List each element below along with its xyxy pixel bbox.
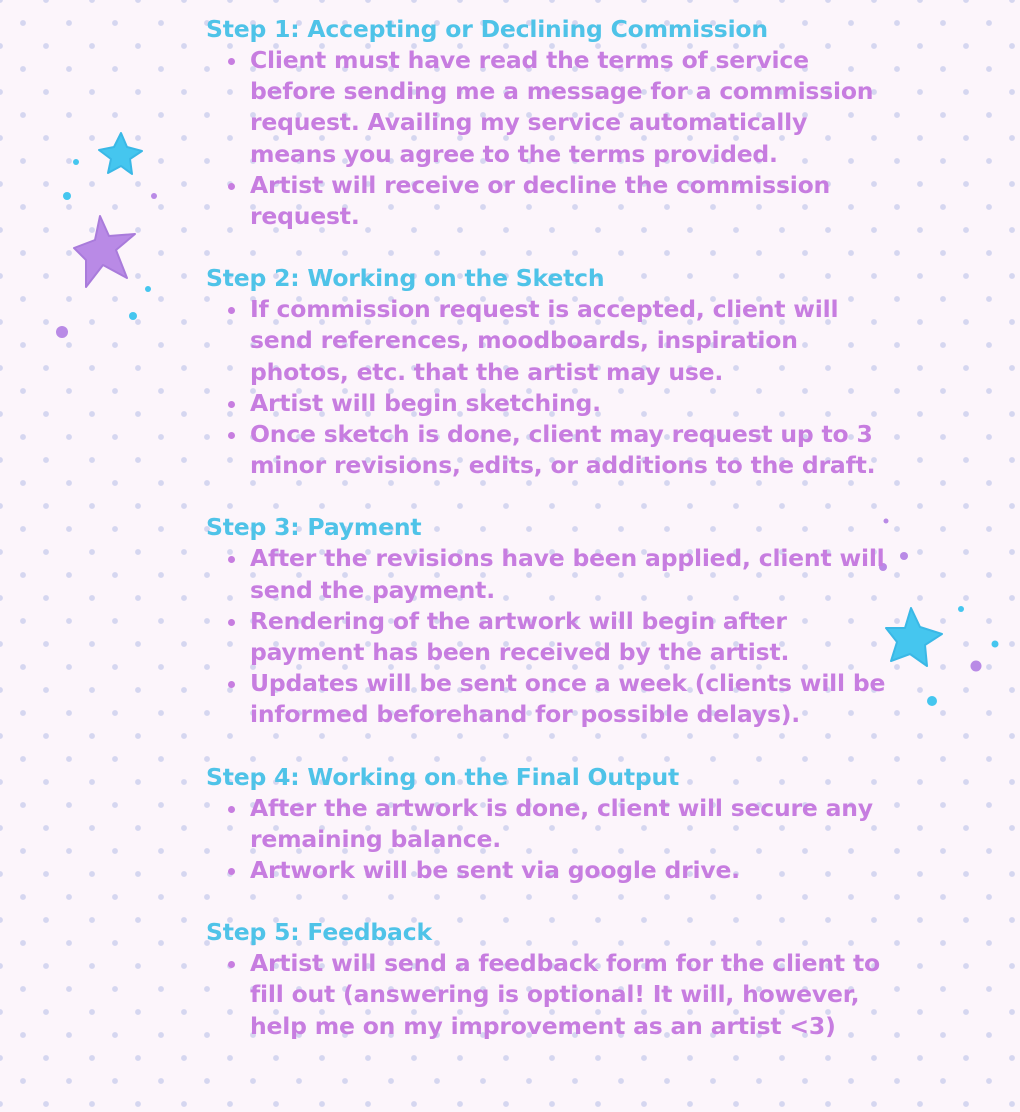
bullet-item: After the revisions have been applied, client will send the payment. (206, 543, 886, 605)
sparkle-dot (73, 159, 79, 165)
step-1-bullets (206, 45, 886, 232)
step-1-title: Step 1: Accepting or Declining Commission (206, 15, 768, 43)
star-icon-blue (99, 133, 142, 174)
bullet-item: Artist will begin sketching. (206, 388, 886, 419)
sparkle-dot (971, 661, 982, 672)
sparkle-dot (151, 193, 157, 199)
step-4 (206, 762, 886, 887)
sparkle-dot (900, 552, 908, 560)
step-5 (206, 917, 886, 1042)
bullet-item: Artist will send a feedback form for the client to fill out (answering is optional! It will, however, help me on my improvement as an artist <3) (206, 948, 886, 1042)
bullet-item: Client must have read the terms of service before sending me a message for a commission request. Availing my service automatically means you agree to the terms provided. (206, 45, 886, 170)
bullet-item: Updates will be sent once a week (clients will be informed beforehand for possible delays). (206, 668, 886, 730)
sparkle-dot (958, 606, 964, 612)
step-2 (206, 263, 886, 481)
star-icon-purple (74, 216, 135, 287)
sparkle-dot (56, 326, 68, 338)
bullet-item: Rendering of the artwork will begin after payment has been received by the artist. (206, 606, 886, 668)
sparkle-dot (992, 641, 999, 648)
bullet-item: If commission request is accepted, client will send references, moodboards, inspiration photos, etc. that the artist may use. (206, 294, 886, 388)
step-5-title: Step 5: Feedback (206, 918, 432, 947)
bullet-item: Once sketch is done, client may request up to 3 minor revisions, edits, or additions to the draft. (206, 419, 886, 481)
step-3 (206, 512, 886, 730)
sparkle-dot (145, 286, 151, 292)
step-2-title: Step 2: Working on the Sketch (206, 264, 605, 293)
step-2-bullets (206, 294, 886, 481)
bullet-item: After the artwork is done, client will secure any remaining balance. (206, 793, 886, 855)
steps-list (206, 14, 886, 1073)
sparkle-dot (927, 696, 937, 706)
bullet-item: Artwork will be sent via google drive. (206, 855, 886, 886)
sparkle-dot (129, 312, 137, 320)
step-4-bullets (206, 793, 886, 887)
step-3-bullets (206, 543, 886, 730)
step-5-bullets (206, 948, 886, 1042)
step-1 (206, 14, 886, 232)
step-3-title: Step 3: Payment (206, 513, 422, 542)
sparkle-dot (63, 192, 71, 200)
bullet-item: Artist will receive or decline the commission request. (206, 170, 886, 232)
star-icon-blue (886, 608, 942, 666)
step-4-title: Step 4: Working on the Final Output (206, 762, 680, 791)
